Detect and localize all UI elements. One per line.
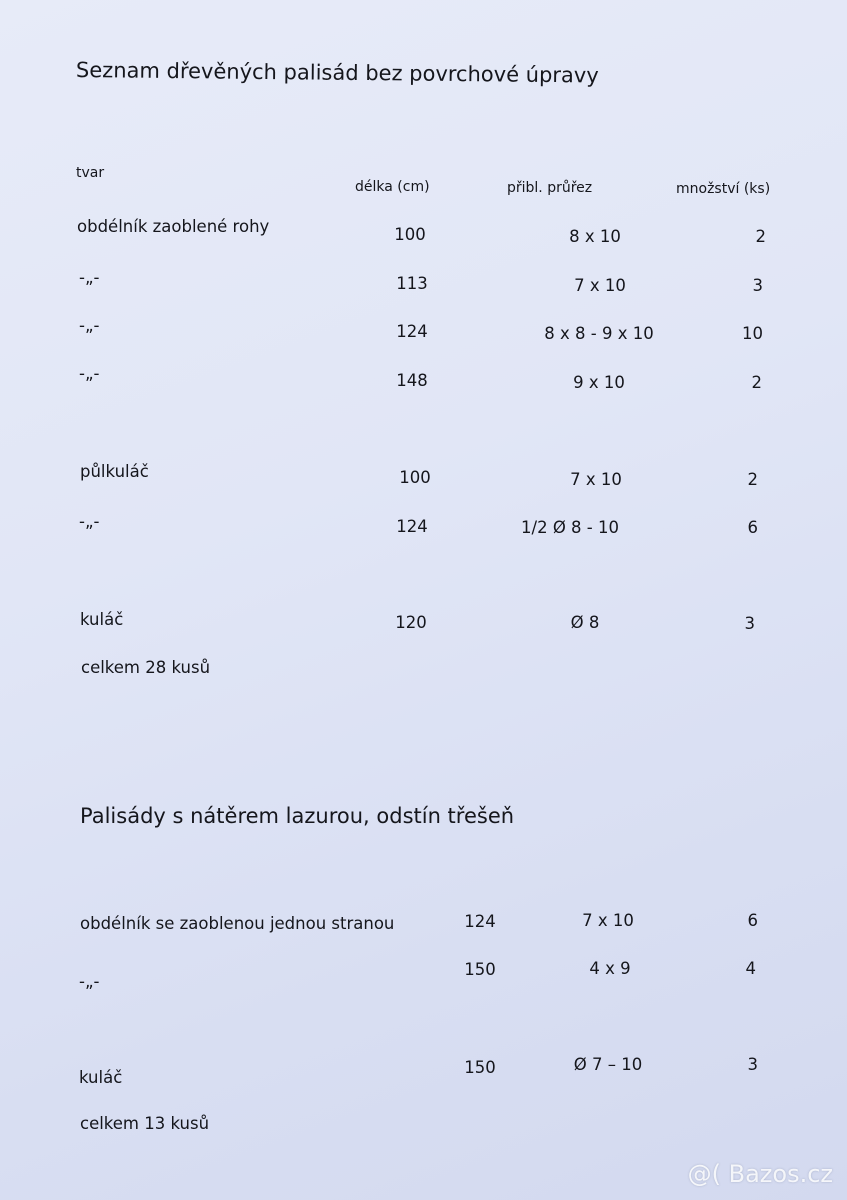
s1-row-shape: půlkuláč: [80, 462, 149, 481]
header-shape: tvar: [76, 165, 105, 181]
s1-row-length: 100: [394, 225, 426, 244]
s1-row-shape: obdélník zaoblené rohy: [77, 217, 270, 236]
s2-row-cross-section: Ø 7 – 10: [573, 1055, 643, 1074]
s1-row-quantity: 3: [752, 276, 763, 295]
s2-row-shape: obdélník se zaoblenou jednou stranou: [80, 914, 395, 933]
s2-row-quantity: 6: [747, 911, 758, 930]
bazos-watermark: @( Bazos.cz: [687, 1160, 833, 1188]
s2-row-shape: -„-: [79, 972, 100, 991]
header-length: délka (cm): [355, 179, 430, 195]
s1-row-cross-section: 7 x 10: [574, 276, 626, 295]
s2-row-length: 150: [464, 1058, 496, 1077]
s2-total: celkem 13 kusů: [80, 1114, 210, 1133]
s1-row-cross-section: 9 x 10: [573, 373, 625, 392]
s1-row-shape: kuláč: [80, 610, 124, 629]
s1-row-quantity: 3: [744, 614, 755, 633]
section1-title: Seznam dřevěných palisád bez povrchové úpravy: [75, 58, 599, 88]
s1-row-cross-section: Ø 8: [570, 613, 600, 632]
s1-row-cross-section: 8 x 10: [569, 227, 621, 246]
s1-row-quantity: 2: [751, 373, 762, 392]
s1-row-cross-section: 7 x 10: [570, 470, 622, 489]
s2-row-length: 150: [464, 960, 496, 979]
s1-row-length: 148: [396, 371, 428, 390]
header-cross-section: přibl. průřez: [507, 180, 593, 196]
section2-title: Palisády s nátěrem lazurou, odstín třešeň: [80, 804, 515, 828]
s1-row-quantity: 2: [755, 227, 766, 246]
s1-row-length: 120: [395, 613, 427, 632]
s1-row-shape: -„-: [79, 364, 100, 383]
s1-row-quantity: 2: [747, 470, 758, 489]
s1-row-quantity: 6: [747, 518, 758, 537]
s2-row-length: 124: [464, 912, 496, 931]
s2-row-quantity: 3: [747, 1055, 758, 1074]
s2-row-shape: kuláč: [79, 1068, 123, 1087]
s1-row-length: 100: [399, 468, 431, 487]
s1-row-length: 124: [396, 322, 428, 341]
s2-row-cross-section: 4 x 9: [589, 959, 631, 978]
s1-row-shape: -„-: [79, 268, 100, 287]
s1-total: celkem 28 kusů: [81, 658, 211, 677]
s1-row-length: 113: [396, 274, 428, 293]
s1-row-shape: -„-: [79, 512, 100, 531]
s1-row-shape: -„-: [79, 316, 100, 335]
header-quantity: množství (ks): [676, 181, 771, 197]
s1-row-cross-section: 8 x 8 - 9 x 10: [544, 324, 654, 343]
s2-row-cross-section: 7 x 10: [582, 911, 634, 930]
s2-row-quantity: 4: [745, 959, 756, 978]
s1-row-length: 124: [396, 517, 428, 536]
s1-row-cross-section: 1/2 Ø 8 - 10: [521, 518, 619, 537]
s1-row-quantity: 10: [742, 324, 763, 343]
